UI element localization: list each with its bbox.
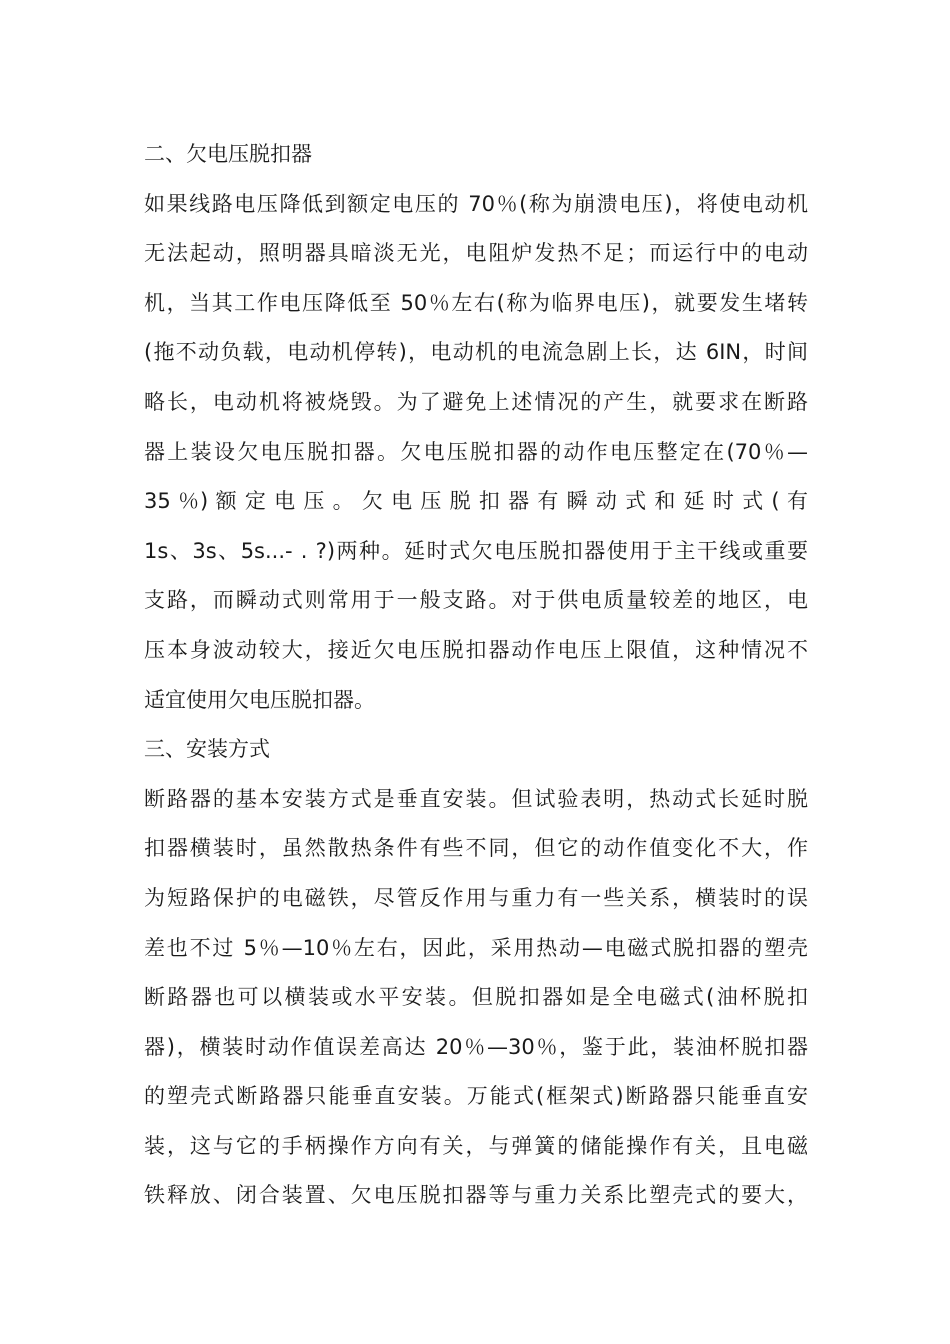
paragraph-line: 差也不过 5％—10％左右，因此，采用热动—电磁式脱扣器的塑壳 (144, 935, 808, 960)
paragraph-line: 装，这与它的手柄操作方向有关，与弹簧的储能操作有关，且电磁 (144, 1133, 808, 1158)
paragraph-line: 略长，电动机将被烧毁。为了避免上述情况的产生，就要求在断路 (144, 389, 808, 414)
paragraph-line: 器上装设欠电压脱扣器。欠电压脱扣器的动作电压整定在(70％— (144, 439, 808, 464)
paragraph-line: 如果线路电压降低到额定电压的 70％(称为崩溃电压)，将使电动机 (144, 191, 808, 216)
paragraph-line: 断路器的基本安装方式是垂直安装。但试验表明，热动式长延时脱 (144, 786, 808, 811)
paragraph-line: 的塑壳式断路器只能垂直安装。万能式(框架式)断路器只能垂直安 (144, 1084, 808, 1109)
paragraph-line: 压本身波动较大，接近欠电压脱扣器动作电压上限值，这种情况不 (144, 637, 808, 662)
paragraph-line: 适宜使用欠电压脱扣器。 (144, 687, 375, 712)
paragraph-line: 支路，而瞬动式则常用于一般支路。对于供电质量较差的地区，电 (144, 588, 808, 613)
paragraph-line: (拖不动负载，电动机停转)，电动机的电流急剧上长，达 6IN，时间 (144, 340, 808, 365)
paragraph-line: 机，当其工作电压降低至 50％左右(称为临界电压)，就要发生堵转 (144, 290, 808, 315)
paragraph-line: 器)，横装时动作值误差高达 20％—30％，鉴于此，装油杯脱扣器 (144, 1034, 808, 1059)
paragraph-line: 为短路保护的电磁铁，尽管反作用与重力有一些关系，横装时的误 (144, 885, 808, 910)
section-heading-undervoltage: 二、欠电压脱扣器 (144, 142, 312, 166)
paragraph-line: 1s、3s、5s...- . ?)两种。延时式欠电压脱扣器使用于主干线或重要 (144, 538, 808, 563)
paragraph-line: 无法起动，照明器具暗淡无光，电阻炉发热不足；而运行中的电动 (144, 241, 808, 266)
document-body (144, 130, 808, 1221)
paragraph-line: 扣器横装时，虽然散热条件有些不同，但它的动作值变化不大，作 (144, 836, 808, 861)
paragraph-line: 断路器也可以横装或水平安装。但脱扣器如是全电磁式(油杯脱扣 (144, 985, 808, 1010)
paragraph-line: 铁释放、闭合装置、欠电压脱扣器等与重力关系比塑壳式的要大， (144, 1183, 808, 1208)
paragraph-line: 35 ％) 额 定 电 压 。 欠 电 压 脱 扣 器 有 瞬 动 式 和 延 时 式 ( 有 (144, 489, 808, 514)
section-heading-installation: 三、安装方式 (144, 737, 270, 762)
